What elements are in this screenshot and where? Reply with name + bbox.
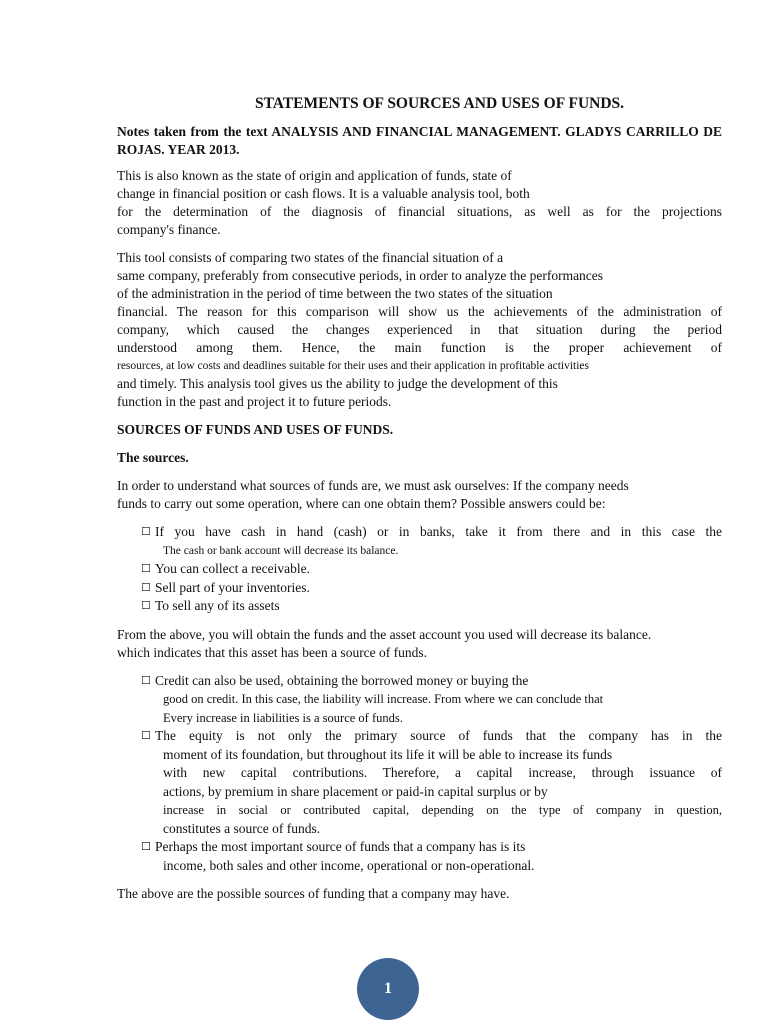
text-line: This tool consists of comparing two states of the financial situation of a bbox=[117, 250, 504, 265]
checkbox-icon: ☐ bbox=[141, 729, 151, 742]
text-line: change in financial position or cash flows. It is a valuable analysis tool, both bbox=[117, 186, 530, 201]
list-item: ☐ Sell part of your inventories. bbox=[117, 579, 722, 598]
text-line: This is also known as the state of origin and application of funds, state of bbox=[117, 168, 512, 183]
checkbox-icon: ☐ bbox=[141, 840, 151, 853]
text-line: company's finance. bbox=[117, 222, 221, 237]
text-line: which indicates that this asset has been a source of funds. bbox=[117, 644, 428, 660]
text-line: resources, at low costs and deadlines suitable for their uses and their application in profitable activities bbox=[117, 360, 589, 372]
text-line: funds to carry out some operation, where can one obtain them? Possible answers could be: bbox=[117, 496, 606, 511]
text-line: of the administration in the period of time between the two states of the situation bbox=[117, 286, 553, 301]
checkbox-icon: ☐ bbox=[141, 599, 151, 612]
asset-paragraph bbox=[117, 626, 722, 662]
liabilities-list bbox=[117, 672, 722, 876]
checkbox-icon: ☐ bbox=[141, 673, 151, 687]
checkbox-icon: ☐ bbox=[141, 562, 151, 575]
intro-paragraph bbox=[117, 167, 722, 239]
closing-paragraph: The above are the possible sources of funding that a company may have. bbox=[117, 886, 510, 901]
checkbox-icon: ☐ bbox=[141, 525, 151, 538]
list-item: ☐ To sell any of its assets bbox=[117, 597, 722, 616]
list-item: ☐ Perhaps the most important source of funds that a company has is its income, both sales and other income, operational or non-operational. bbox=[141, 839, 535, 873]
list-item: ☐ You can collect a receivable. bbox=[117, 560, 722, 579]
checkbox-icon: ☐ bbox=[141, 580, 151, 594]
text-line: same company, preferably from consecutive periods, in order to analyze the performances bbox=[117, 268, 604, 283]
document-page bbox=[117, 95, 722, 913]
document-title: STATEMENTS OF SOURCES AND USES OF FUNDS. bbox=[254, 95, 625, 112]
text-line: From the above, you will obtain the funds and the asset account you used will decrease its balance. bbox=[117, 626, 652, 642]
text-line: and timely. This analysis tool gives us the ability to judge the development of this bbox=[117, 376, 558, 391]
list-item: ☐ Credit can also be used, obtaining the borrowed money or buying the good on credit. In this case, the liability will increase. From where we can conclude that Every increase in liabilities is a source of funds. bbox=[141, 672, 604, 725]
question-paragraph bbox=[117, 477, 722, 513]
section-heading: SOURCES OF FUNDS AND USES OF FUNDS. bbox=[117, 422, 394, 437]
text-line: understood among them. Hence, the main function is the proper achievement of bbox=[117, 340, 722, 355]
tool-paragraph bbox=[117, 249, 722, 411]
text-line: for the determination of the diagnosis of financial situations, as well as for the projections bbox=[117, 204, 722, 219]
text-line: company, which caused the changes experienced in that situation during the period bbox=[117, 322, 722, 337]
answers-list bbox=[117, 523, 722, 616]
list-item: ☐ The equity is not only the primary source of funds that the company has in the moment of its foundation, but throughout its life it will be able to increase its funds with new capital contributions. Therefore, a capital increase, through issuance of actions, by premium in share placement or paid-in capital surplus or by increase in social or contributed capital, depending on the type of company in question, constitutes a source of funds. bbox=[141, 728, 722, 836]
list-item: ☐ If you have cash in hand (cash) or in banks, take it from there and in this case the The cash or bank account will decrease its balance. bbox=[141, 524, 722, 557]
subsection-heading: The sources. bbox=[117, 450, 189, 465]
text-line: financial. The reason for this comparison will show us the achievements of the administration of bbox=[117, 304, 722, 319]
text-line: function in the past and project it to future periods. bbox=[117, 394, 392, 409]
page-number-badge: 1 bbox=[357, 958, 419, 1020]
source-notes: Notes taken from the text ANALYSIS AND FINANCIAL MANAGEMENT. GLADYS CARRILLO DE ROJAS. YEAR 2013. bbox=[117, 124, 722, 157]
text-line: In order to understand what sources of funds are, we must ask ourselves: If the company needs bbox=[117, 478, 629, 493]
